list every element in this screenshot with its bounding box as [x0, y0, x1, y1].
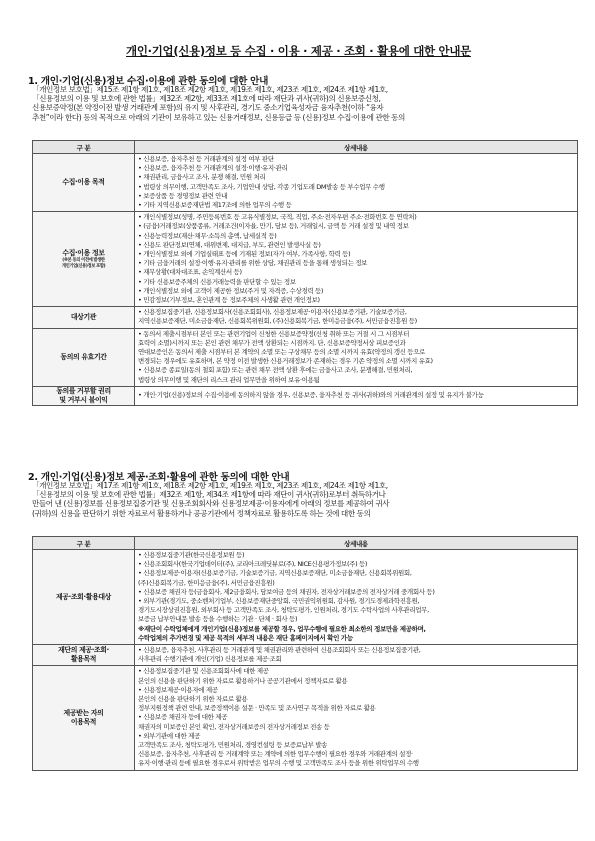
detail-line: • 개인식별정보 외에 고객이 제공한 정보(주거 및 자격증, 수상경력 등): [138, 286, 324, 295]
section-1-heading: 1. 개인·기업(신용)정보 수집·이용에 관한 동의에 대한 안내: [28, 76, 269, 87]
row-detail: [135, 212, 578, 307]
detail-line: 경기도시장상권진흥원, 외부회사 등 고객만족도 조사, 청탁도평가, 인원처리, 경기도 수탁사업의 사후관리업무,: [138, 606, 429, 615]
row-category-label: 이용목적: [70, 718, 97, 727]
table-row: [33, 645, 578, 666]
row-category-note: 개인기업(신용)정보 포함): [61, 263, 106, 269]
row-category: [33, 645, 135, 666]
table-header: [33, 141, 578, 154]
table-row: [33, 307, 578, 328]
detail-line: • 개인식별정보(성명, 주민등록번호 등 고유식별정보, 국적, 직업, 주소·전자우편 주소·전화번호 등 연락처): [138, 213, 417, 222]
detail-line: 유지·이행·관리 등에 필요한 경우로서 위탁받은 업무의 수행 및 고객만족도 조사 등을 위한 위탁업무의 수행: [138, 759, 419, 768]
detail-line: • 개인·기업(신용)정보의 수집·이용에 동의하지 않을 경우, 신용보증, 융자추천 등 귀사(귀하)와의 거래관계의 설정 및 유지가 불가능: [138, 391, 484, 400]
detail-line: • (금융)거래정보(상품종류, 거래조건(이자율, 만기, 담보 등), 거래일시, 금액 등 거래 설정 및 내역 정보: [138, 222, 409, 231]
intro-line: 신용보증약정(본 약정이전 발생 거래관계 포함)의 유지 및 사후관리, 경기도 중소기업육성자금 융자추천(이하 “융자: [32, 103, 384, 113]
detail-line: • 신용정보제공·이용자(신용보증기금, 기술보증기금, 지역신용보증재단, 미소금융재단, 신용회복위원회,: [138, 569, 412, 578]
detail-line: (주)신용회복기금, 한미응금융(주), 서민금융진흥원): [138, 578, 275, 587]
detail-line: • 법령상 의무이행, 고객만족도 조사, 기업안내 상담, 각종 기업도래 DM발송 등 부수업무 수행: [138, 182, 385, 191]
row-category-label: 재단의 제공·조회·: [58, 646, 109, 655]
detail-line: 정부지원정책 관련 안내, 보증정책이용 설문 · 만족도 및 조사연구 목적을 위한 자료로 활용: [138, 704, 376, 713]
intro-line: 추천”이라 한다) 등의 목적으로 아래의 기관이 보유하고 있는 신용거래정보, 신용등급 등 (신용)정보 수집·이용에 관한 동의: [32, 112, 405, 122]
table-row: [33, 666, 578, 770]
section-1-table: [32, 140, 578, 406]
detail-line: • 신용정보집중기관, 신용정보회사(신용조회회사), 신용정보제공·이용자(신용보증기관, 기술보증기금,: [138, 308, 407, 317]
detail-line: 연대보증인은 동의서 제출 시점부터 본 계약의 소멸 또는 구상채무 등의 소멸 시까지 유효(약정의 갱신 등으로: [138, 348, 426, 357]
table-row: [33, 154, 578, 212]
row-category-label: 활용목적: [70, 655, 97, 664]
detail-line: • 신용정보제공·이용자에 제공: [138, 685, 218, 694]
detail-line: • 개인식별정보 외에 기업실태표 등에 기재된 정보(자가 여부, 가족사항, 학력 등): [138, 250, 351, 259]
header-category: 구 분: [33, 537, 135, 550]
detail-line: 본인의 신용을 판단하기 위한 자료로 활용하거나 공공기관에서 정책자료로 활용: [138, 676, 348, 685]
row-category-label: 동의의 유효기간: [60, 352, 107, 361]
detail-line: • 신용보증 채권자 등에 대한 제공: [138, 713, 228, 722]
row-category-label: 및 거부시 불이익: [59, 395, 108, 404]
detail-line: • 신용보증, 융자추천, 사후관리 등 거래관계 및 채권관리와 관련하여 신용조회회사 또는 신용정보집중기관,: [138, 646, 421, 655]
table-row: [33, 328, 578, 386]
detail-line: 효력이 소멸)시까지 또는 본인 관련 채무가 전액 상환되는 시점까지. 단, 신용보증약정서상 피보증인과: [138, 338, 406, 347]
detail-line: 사후관리 수행기관에 개인(기업) 신용정보를 제공·조회: [138, 655, 282, 664]
header-detail: 상세내용: [135, 141, 578, 154]
detail-line: • 동의서 제출시점부터 본인 또는 관련기업이 신청한 신용보증약정(신청 취하 또는 거절 시 그 시점부터: [138, 329, 410, 338]
intro-line: 「개인정보 보호법」제15조 제1항 제1호, 제18조 제2항 제1호, 제19조 제1호, 제23조 제1호, 제24조 제1항 제1호,: [32, 85, 388, 94]
section-2-heading: 2. 개인·기업(신용)정보 제공·조회·활용에 관한 동의에 대한 안내: [28, 472, 290, 483]
row-detail: [135, 154, 578, 212]
detail-line: • 외부기관에 대한 제공: [138, 731, 200, 740]
row-category-label: 대상기관: [70, 312, 97, 321]
table-header: [33, 537, 578, 550]
row-category: [33, 386, 135, 405]
row-detail: [135, 550, 578, 645]
row-category-label: 수집·이용 정보: [62, 249, 105, 258]
row-detail: [135, 386, 578, 405]
detail-line: 신용보증, 융자추천, 사후관리 등 거래계약 또는 계약에 의한 업무수행이 필요한 경우와 거래관계의 설정·: [138, 750, 413, 759]
detail-note-bold: ※재단이 수탁업체에게 개인기업(신용)정보를 제공할 경우, 업무수행에 필요한 최소한의 정보만을 제공하며,: [138, 624, 426, 633]
intro-line: 「신용정보의 이용 및 보호에 관한 법률」제32조 제2항, 제33조 제1호에 따라 재단과 귀사(귀하)의 신용보증신청,: [32, 94, 381, 104]
detail-line: 채권자의 미보증인 본인 확인, 전자상거래보증의 전자상거래정보 전송 등: [138, 722, 330, 731]
section-2-intro: [32, 481, 577, 518]
row-category: [33, 328, 135, 386]
detail-note-bold: 수탁업체의 추가변경 및 제공 목적의 세부적 내용은 재단 홈페이지에서 확인 가능: [138, 633, 353, 642]
intro-line: 「개인정보 보호법」제17조 제1항 제1호, 제18조 제2항 제1호, 제19조 제1호, 제23조 제1호, 제24조 제1항 제1호,: [32, 481, 388, 490]
intro-line: 「신용정보의 이용 및 보호에 관한 법률」제32조 제1항, 제34조 제1항에 따라 재단이 귀사(귀하)로부터 취득하거나: [32, 490, 386, 500]
row-category: [33, 550, 135, 645]
document-title: 개인·기업(신용)정보 등 수집 · 이용 · 제공 · 조회 · 활용에 대한 안내문: [126, 44, 471, 58]
detail-line: • 외부기관(경기도, 중소벤처기업부, 신용보증재단중앙회, 국민권익위원회, 감사원, 경기도경제과학진흥원,: [138, 597, 420, 606]
section-1-intro: [32, 85, 577, 122]
row-detail: [135, 328, 578, 386]
detail-line: 보증금 납부안내문 발송 등을 수행하는 기관 · 단체 · 회사 등): [138, 615, 298, 624]
detail-line: 지역신용보증재단, 미소금융재단, 신용회복위원회, (주)신용회복기금, 한미응금융(주), 서민금융진흥원 등): [138, 317, 417, 326]
row-category: [33, 154, 135, 212]
row-detail: [135, 666, 578, 770]
intro-line: 만들어 낸 (신용)정보를 신용정보집중기관 및 신용조회회사와 신용정보제공·이용자에게 아래의 정보를 제공하여 귀사: [32, 499, 390, 509]
detail-line: • 신용정보집중기관 및 신용조회회사에 대한 제공: [138, 667, 269, 676]
detail-line: • 신용보증 종료일(동의 철회 포함) 또는 관련 채무 전액 상환 후에는 금융사고 조사, 분쟁해결, 민원처리,: [138, 366, 413, 375]
detail-line: • 민감정보(기부정보, 혼인관계 등 정보주체의 사생활 관련 개인정보): [138, 296, 320, 305]
detail-line: 본인의 신용을 판단하기 위한 자료로 활용: [138, 695, 248, 704]
detail-line: 법령상 의무이행 및 재단의 리스크 관리 업무만을 위하여 보유·이용됨: [138, 375, 320, 384]
detail-line: • 채권관리, 금융사고 조사, 분쟁 해결, 민원 처리: [138, 173, 266, 182]
detail-line: • 신용조회회사(한국기업데이터(주), 코리아크레딧뷰로(주), NICE신용평가정보(주) 등): [138, 560, 368, 569]
intro-line: (귀하)의 신용을 판단하기 위한 자료로서 활용하거나 공공기관에서 정책자료로 활용하도록 하는 것에 대한 동의: [32, 508, 371, 518]
table-row: [33, 386, 578, 405]
header-detail: 상세내용: [135, 537, 578, 550]
row-category-label: 제공·조회·활용대상: [56, 592, 111, 601]
detail-line: • 신용능력정보(재산·채무·소득의 총액, 납세실적 등): [138, 231, 277, 240]
row-category: [33, 307, 135, 328]
detail-line: • 신용도 판단정보(연체, 대위변제, 대지급, 부도, 관련인 발생사실 등): [138, 240, 321, 249]
detail-line: • 기타 지역신용보증재단법 제17조에 의한 업무의 수행 등: [138, 201, 292, 210]
detail-line: • 신용보증, 융자추천 등 거래관계의 설정 여부 판단: [138, 155, 274, 163]
detail-line: • 기타 금융거래의 설정·이행·유지·관리를 위한 상담, 채권관리 등을 통해 생성되는 정보: [138, 259, 368, 268]
row-category-label: 수집·이용 목적: [62, 178, 105, 187]
table-row: [33, 212, 578, 307]
detail-line: • 재무상황(대차대조표, 손익계산서 등): [138, 268, 242, 277]
detail-line: 고객만족도 조사, 청탁도평가, 민원처리, 경영컨설팅 등 보증료납부 발송: [138, 741, 328, 750]
row-category: [33, 666, 135, 770]
row-category: [33, 212, 135, 307]
section-2-table: [32, 536, 578, 771]
row-category-label: 동의를 거부할 권리: [56, 386, 111, 395]
detail-line: • 보증상품 등 경영정보 관련 안내: [138, 191, 228, 200]
detail-line: • 신용정보집중기관(한국신용정보원 등): [138, 551, 245, 559]
detail-line: 변경되는 경우에도 유효하며, 본 약정 이전 발생한 신용거래정보가 존재하는 경우 기존 약정의 소멸 시까지 유효): [138, 357, 433, 366]
row-category-note: (※본 동의 이전에 발생한: [62, 258, 105, 264]
detail-line: • 신용보증 채권자 등(금융회사, 제2금융회사, 담보여금 등의 채권자, 전자상거래보증의 전자상거래 중개회사 등): [138, 587, 435, 596]
table-row: [33, 550, 578, 645]
row-detail: [135, 645, 578, 666]
row-detail: [135, 307, 578, 328]
detail-line: • 신용보증, 융자추천 등 거래관계의 설정·이행·유지·관리: [138, 164, 288, 173]
detail-line: • 기타 신용보증주체의 신용거래능력을 판단할 수 있는 정보: [138, 277, 296, 286]
header-category: 구 분: [33, 141, 135, 154]
row-category-label: 제공받는 자의: [63, 709, 104, 718]
